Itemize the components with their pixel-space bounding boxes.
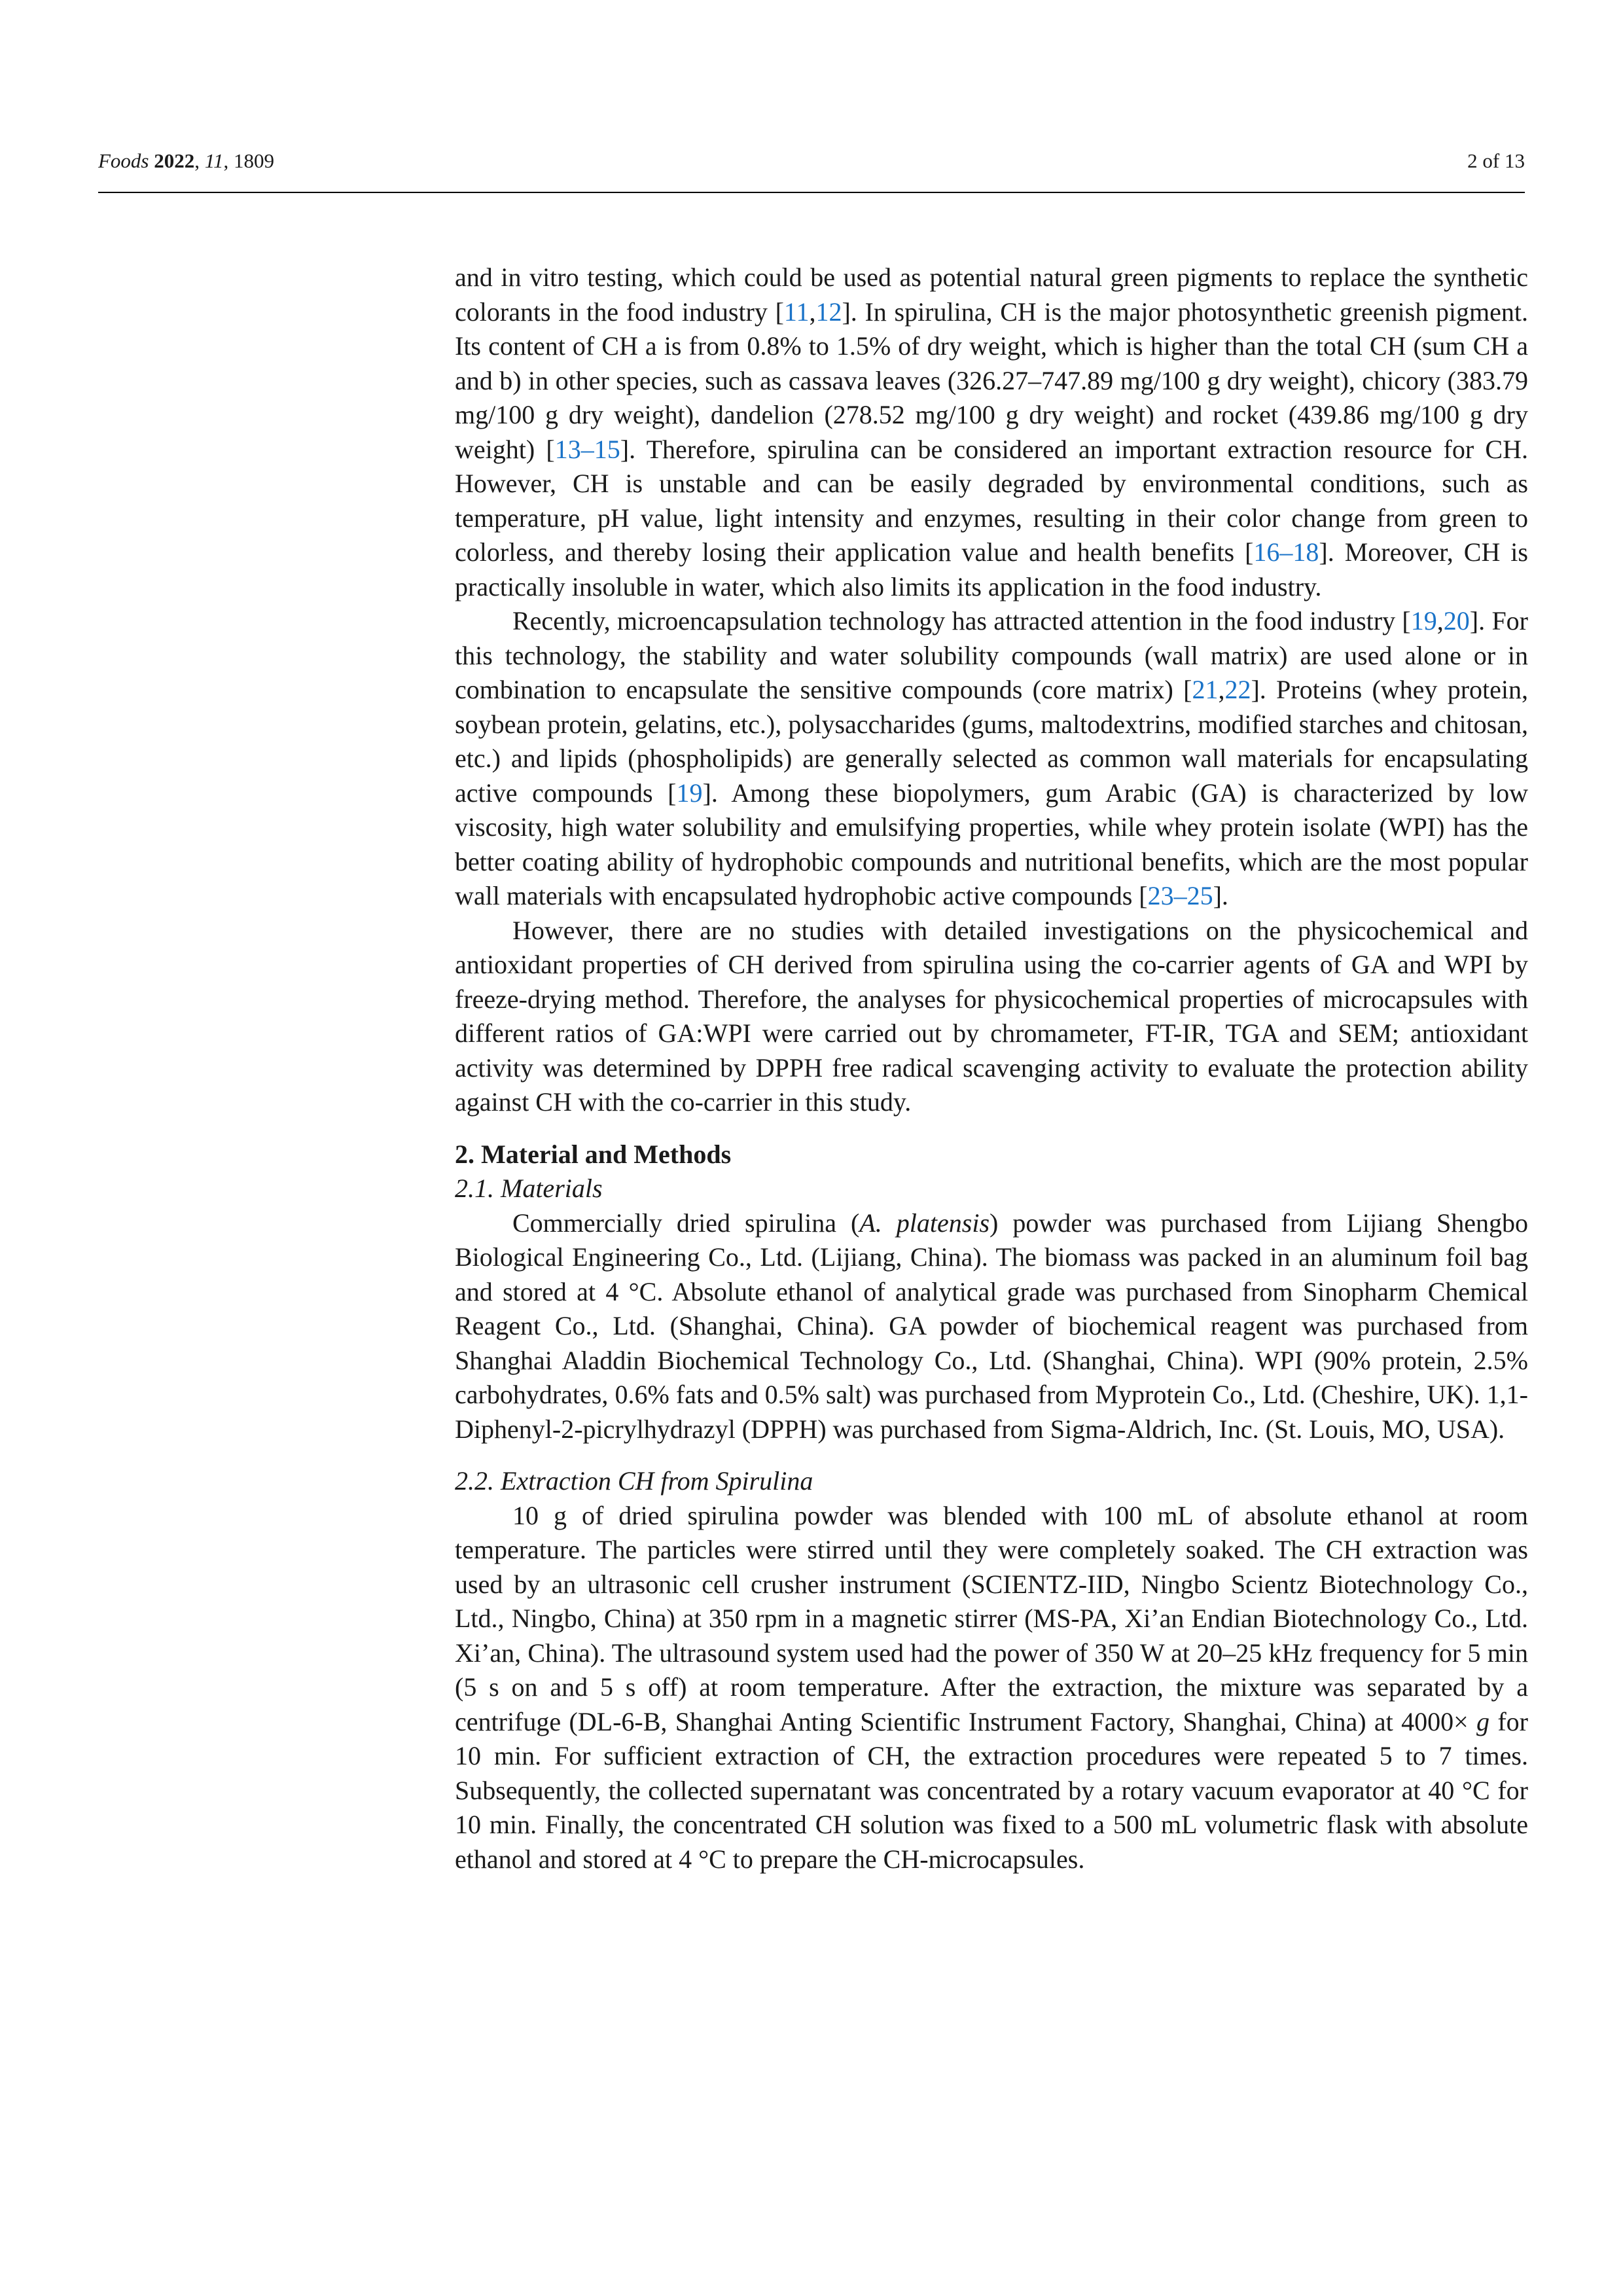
subsection-heading-extraction: 2.2. Extraction CH from Spirulina xyxy=(455,1466,813,1496)
citation-link[interactable]: 11 xyxy=(783,296,810,327)
paragraph-microencapsulation: Recently, microencapsulation technology has attracted attention in the food industry [19,20]. For this technology, the stability and water solubility compounds (wall matrix) are used alone or in combination to encapsulate the sensitive compounds (core matrix) [21,22]. Proteins (whey protein, soybean protein, gelatins, etc.), polysaccharides (gums, maltodextrins, modified starches and chitosan, etc.) and lipids (phospholipids) are generally selected as common wall materials for encapsulating active compounds [19]. Among these biopolymers, gum Arabic (GA) is characterized by low viscosity, high water solubility and emulsifying properties, while whey protein isolate (WPI) has the better coating ability of hydrophobic compounds and nutritional benefits, which are the most popular wall materials with encapsulated hydrophobic active compounds [23–25]. xyxy=(455,606,1529,910)
journal-name: Foods xyxy=(98,149,149,172)
page-number: 2 of 13 xyxy=(1467,149,1525,172)
citation-link[interactable]: 12 xyxy=(815,296,842,327)
section-heading: 2. Material and Methods xyxy=(455,1139,732,1169)
journal-volume: 11 xyxy=(204,149,224,172)
citation-link[interactable]: 13–15 xyxy=(554,434,620,464)
running-header xyxy=(98,149,1525,181)
journal-citation: Foods 2022, 11, 1809 xyxy=(98,149,274,172)
article-number: 1809 xyxy=(233,149,274,172)
paragraph-intro-continued: and in vitro testing, which could be used as potential natural green pigments to replace the synthetic colorants in the food industry [11,12]. In spirulina, CH is the major photosynthetic greenish pigment. Its content of CH a is from 0.8% to 1.5% of dry weight, which is higher than the total CH (sum CH a and b) in other species, such as cassava leaves (326.27–747.89 mg/100 g dry weight), chicory (383.79 mg/100 g dry weight), dandelion (278.52 mg/100 g dry weight) and rocket (439.86 mg/100 g dry weight) [13–15]. Therefore, spirulina can be considered an important extraction resource for CH. However, CH is unstable and can be easily degraded by environmental conditions, such as temperature, pH value, light intensity and enzymes, resulting in their color change from green to colorless, and thereby losing their application value and health benefits [16–18]. Moreover, CH is practically insoluble in water, which also limits its application in the food industry. xyxy=(455,262,1528,601)
subsection-heading-materials: 2.1. Materials xyxy=(455,1174,603,1203)
citation-link[interactable]: 19 xyxy=(1410,606,1437,636)
citation-link[interactable]: 19 xyxy=(676,778,703,808)
citation-link[interactable]: 23–25 xyxy=(1147,881,1213,910)
citation-link[interactable]: 20 xyxy=(1443,606,1470,636)
journal-year: 2022 xyxy=(154,149,195,172)
main-text xyxy=(455,260,1528,1876)
citation-link[interactable]: 22 xyxy=(1224,675,1251,704)
paragraph-materials: Commercially dried spirulina (A. platensis) powder was purchased from Lijiang Shengbo Biological Engineering Co., Ltd. (Lijiang, China). The biomass was packed in an aluminum foil bag and stored at 4 °C. Absolute ethanol of analytical grade was purchased from Sinopharm Chemical Reagent Co., Ltd. (Shanghai, China). GA powder of biochemical reagent was purchased from Shanghai Aladdin Biochemical Technology Co., Ltd. (Shanghai, China). WPI (90% protein, 2.5% carbohydrates, 0.6% fats and 0.5% salt) was purchased from Myprotein Co., Ltd. (Cheshire, UK). 1,1-Diphenyl-2-picrylhydrazyl (DPPH) was purchased from Sigma-Aldrich, Inc. (St. Louis, MO, USA). xyxy=(455,1208,1528,1444)
g-force-unit: g xyxy=(1476,1706,1490,1736)
paragraph-study-aim: However, there are no studies with detailed investigations on the physicochemical and antioxidant properties of CH derived from spirulina using the co-carrier agents of GA and WPI by freeze-drying method. Therefore, the analyses for physicochemical properties of microcapsules with different ratios of GA:WPI were carried out by chromameter, FT-IR, TGA and SEM; antioxidant activity was determined by DPPH free radical scavenging activity to evaluate the protection ability against CH with the co-carrier in this study. xyxy=(455,915,1528,1117)
paragraph-extraction: 10 g of dried spirulina powder was blended with 100 mL of absolute ethanol at room temperature. The particles were stirred until they were completely soaked. The CH extraction was used by an ultrasonic cell crusher instrument (SCIENTZ-IID, Ningbo Scientz Biotechnology Co., Ltd., Ningbo, China) at 350 rpm in a magnetic stirrer (MS-PA, Xi’an Endian Biotechnology Co., Ltd. Xi’an, China). The ultrasound system used had the power of 350 W at 20–25 kHz frequency for 5 min (5 s on and 5 s off) at room temperature. After the extraction, the mixture was separated by a centrifuge (DL-6-B, Shanghai Anting Scientific Instrument Factory, Shanghai, China) at 4000× g for 10 min. For sufficient extraction of CH, the extraction procedures were repeated 5 to 7 times. Subsequently, the collected supernatant was concentrated by a rotary vacuum evaporator at 40 °C for 10 min. Finally, the concentrated CH solution was fixed to a 500 mL volumetric flask with absolute ethanol and stored at 4 °C to prepare the CH-microcapsules. xyxy=(455,1500,1529,1874)
citation-link[interactable]: 16–18 xyxy=(1253,537,1319,567)
species-name: A. platensis xyxy=(859,1208,990,1238)
citation-link[interactable]: 21 xyxy=(1192,675,1219,704)
header-rule xyxy=(98,192,1525,193)
